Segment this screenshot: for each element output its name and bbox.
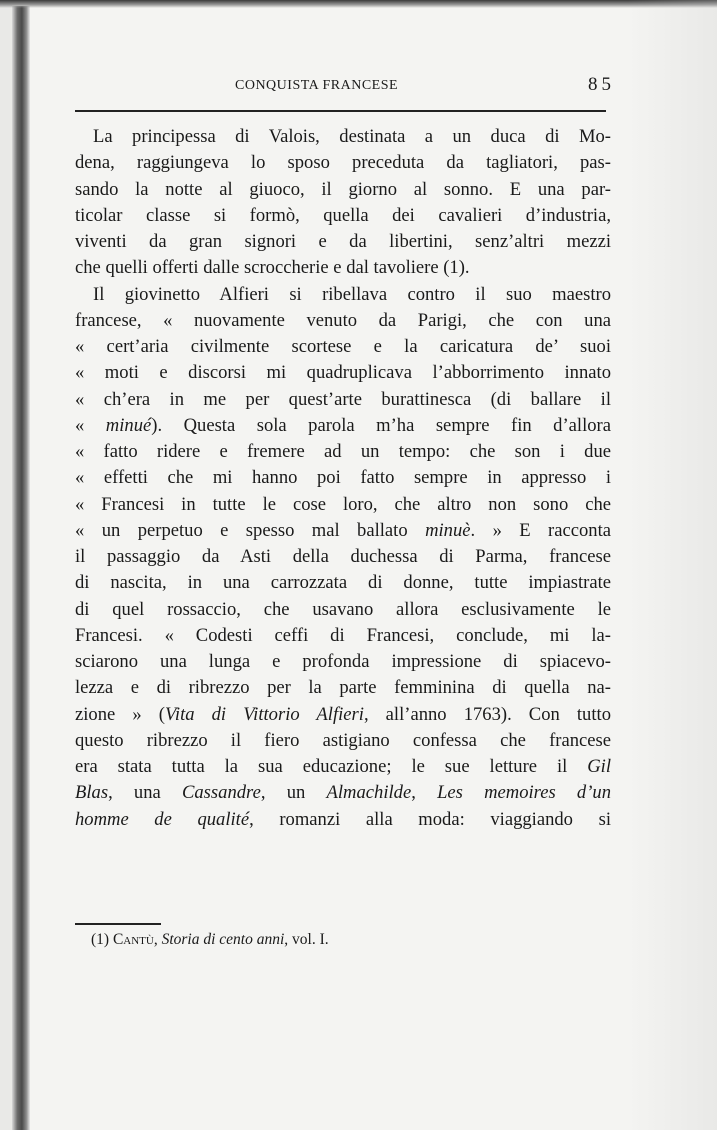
italic-text: minué <box>105 414 152 436</box>
text-line <box>75 728 611 754</box>
text-line <box>75 360 611 386</box>
text-run: era stata tutta la sua educazione; le sue letture il <box>75 756 588 777</box>
text-line <box>75 255 611 281</box>
text-line <box>75 492 611 518</box>
text-line <box>75 780 611 806</box>
footnote-author: Cantù <box>112 931 154 948</box>
text-run: . » E racconta <box>470 519 611 541</box>
text-run: « ch’era in me per quest’arte burattinesca (di ballare il <box>75 388 611 410</box>
text-run: « fatto ridere e fremere ad un tempo: che son i due <box>75 441 611 462</box>
book-spine-shadow <box>12 6 30 1130</box>
footnote-title: Storia di cento anni <box>161 931 285 948</box>
text-line <box>75 807 611 833</box>
paragraph <box>75 124 611 282</box>
body-text <box>75 124 611 833</box>
text-run: questo ribrezzo il fiero astigiano confessa che francese <box>75 729 611 751</box>
page-shade <box>627 0 717 1130</box>
text-line <box>75 150 611 176</box>
text-run: ). Questa sola parola m’ha sempre fin d’allora <box>151 414 611 436</box>
text-run: viventi da gran signori e da libertini, senz’altri mezzi <box>75 231 611 252</box>
text-run: che quelli offerti dalle scroccherie e dal tavoliere (1). <box>75 257 470 279</box>
text-line <box>75 439 611 465</box>
text-run: « <box>75 414 106 436</box>
text-run: « cert’aria civilmente scortese e la caricatura de’ suoi <box>75 336 611 357</box>
footnote-marker: (1) <box>91 931 110 948</box>
page-top-edge <box>0 0 717 8</box>
text-line <box>75 544 611 570</box>
text-run: Francesi. « Codesti ceffi di Francesi, conclude, mi la- <box>75 624 611 646</box>
text-line <box>75 387 611 413</box>
italic-text: minuè <box>425 519 471 541</box>
text-run: , un <box>260 782 327 804</box>
text-line <box>75 124 611 150</box>
text-run: La principessa di Valois, destinata a un duca di Mo- <box>93 126 611 147</box>
text-line <box>75 570 611 596</box>
footnote <box>91 931 329 949</box>
paragraph <box>75 282 611 833</box>
text-run: Il giovinetto Alfieri si ribellava contro il suo maestro <box>93 283 611 305</box>
page-number: 85 <box>588 74 615 95</box>
italic-text: Cassandre <box>181 782 261 804</box>
page-margin-left <box>0 0 12 1130</box>
text-run: , una <box>108 782 182 804</box>
text-line <box>75 597 611 623</box>
text-run: zione » ( <box>75 703 165 725</box>
italic-text: Les memoires d’un <box>437 782 611 804</box>
footnote-separator: , <box>153 931 162 948</box>
text-line <box>75 334 611 360</box>
text-line <box>75 282 611 308</box>
footnote-rule <box>75 923 161 925</box>
text-run: « un perpetuo e spesso mal ballato <box>75 519 426 541</box>
italic-text: homme de qualité <box>75 808 250 830</box>
running-title: CONQUISTA FRANCESE <box>235 78 399 93</box>
text-run: il passaggio da Asti della duchessa di Parma, francese <box>75 546 611 567</box>
text-run: sciarono una lunga e profonda impressione di spiacevo- <box>75 651 611 672</box>
text-line <box>75 518 611 544</box>
page-header <box>75 72 615 102</box>
text-run: di quel rossaccio, che usavano allora esclusivamente le <box>75 598 611 620</box>
text-run: , all’anno 1763). Con tutto <box>363 703 611 725</box>
text-line <box>75 702 611 728</box>
italic-text: Almachilde <box>326 782 412 804</box>
text-run: francese, « nuovamente venuto da Parigi, che con una <box>75 309 611 331</box>
text-line <box>75 308 611 334</box>
text-run: ticolar classe si formò, quella dei cavalieri d’industria, <box>75 204 611 226</box>
text-line <box>75 675 611 701</box>
header-rule <box>75 110 606 112</box>
text-line <box>75 754 611 780</box>
text-run: lezza e di ribrezzo per la parte femminina di quella na- <box>75 677 611 699</box>
text-line <box>75 413 611 439</box>
text-line <box>75 649 611 675</box>
italic-text: Blas <box>75 782 109 804</box>
text-run: dena, raggiungeva lo sposo preceduta da tagliatori, pas- <box>75 152 611 174</box>
text-run: « Francesi in tutte le cose loro, che altro non sono che <box>75 493 611 515</box>
text-run: sando la notte al giuoco, il giorno al sonno. E una par- <box>75 178 611 200</box>
italic-text: Vita di Vittorio Alfieri <box>164 703 364 725</box>
italic-text: Gil <box>587 756 611 777</box>
text-line <box>75 203 611 229</box>
text-line <box>75 229 611 255</box>
text-run: « moti e discorsi mi quadruplicava l’abborrimento innato <box>75 362 611 384</box>
text-run: , romanzi alla moda: viaggiando si <box>249 808 611 830</box>
text-run: di nascita, in una carrozzata di donne, tutte impiastrate <box>75 572 611 594</box>
text-line <box>75 623 611 649</box>
text-line <box>75 465 611 491</box>
text-run: , <box>411 782 438 804</box>
text-line <box>75 177 611 203</box>
text-run: « effetti che mi hanno poi fatto sempre in appresso i <box>75 467 611 489</box>
footnote-rest: , vol. I. <box>284 931 329 948</box>
